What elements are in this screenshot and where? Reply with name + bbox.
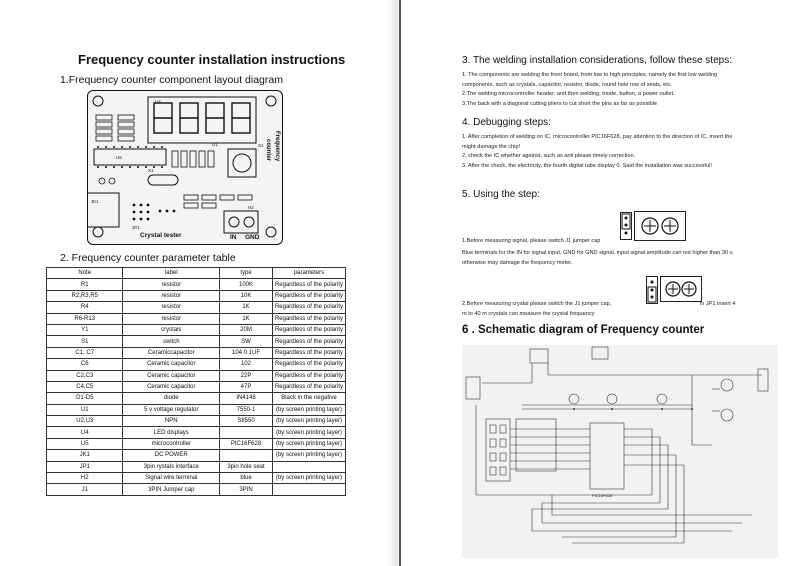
schematic-drawing (462, 345, 778, 558)
table-row (47, 279, 346, 290)
section-3-paragraph: 3.The back with a diagonal cutting pliers to cut short the pins as far as possible (462, 100, 657, 107)
table-cell: Y1 (47, 324, 123, 335)
table-header-cell: parameters (272, 268, 345, 279)
table-row (47, 290, 346, 301)
terminal-diagram-2 (660, 276, 702, 302)
table-cell: Regardless of the polarity (272, 290, 345, 301)
table-cell: S8550 (220, 416, 273, 427)
table-cell: NPN (123, 416, 220, 427)
page-divider (399, 0, 401, 566)
table-cell: (by screen printing layer) (272, 427, 345, 438)
table-cell: 22P (220, 370, 273, 381)
section-2-heading: 2. Frequency counter parameter table (60, 252, 236, 264)
table-row (47, 381, 346, 392)
left-page (0, 0, 398, 566)
table-row (47, 484, 346, 495)
table-cell (272, 461, 345, 472)
table-cell: Regardless of the polarity (272, 336, 345, 347)
table-cell: J1 (47, 484, 123, 495)
section-5-heading: 5. Using the step: (462, 189, 540, 200)
table-row (47, 461, 346, 472)
section-4-paragraph: 2. check the IC whether against, such as anti please timely correction. (462, 153, 636, 160)
table-cell: R4 (47, 302, 123, 313)
table-cell: LED displays (123, 427, 220, 438)
terminal-block-icon (661, 277, 701, 301)
table-cell: 20M (220, 324, 273, 335)
table-cell: switch (123, 336, 220, 347)
pcb-in-label: IN (230, 234, 237, 241)
table-cell: 5 v voltage regulator (123, 404, 220, 415)
terminal-block-icon (635, 212, 685, 240)
table-cell: (by screen printing layer) (272, 473, 345, 484)
table-cell: 3pin rystals interface (123, 461, 220, 472)
pcb-label-u5: U5 (116, 155, 122, 160)
section-3-paragraph: 1. The components are welding the front board, from low to high principles, namely the first low welding components, such as crystals, capacitor, resistor, diode, round hole row of seats, etc. (462, 72, 718, 88)
table-cell: U5 (47, 438, 123, 449)
pcb-label-u4: U4 (155, 99, 161, 104)
table-cell: microcontroller (123, 438, 220, 449)
table-cell: 3PIN (220, 484, 273, 495)
table-cell: IN4148 (220, 393, 273, 404)
parameter-table (46, 267, 346, 496)
pcb-label-u1: U1 (212, 142, 218, 147)
pcb-drawing (88, 91, 282, 244)
table-cell: U1 (47, 404, 123, 415)
table-cell: 10K (220, 290, 273, 301)
table-row (47, 427, 346, 438)
table-cell: Regardless of the polarity (272, 324, 345, 335)
table-cell: R2,R3,R5 (47, 290, 123, 301)
section-3-heading: 3. The welding installation considerations, follow these steps: (462, 55, 732, 66)
table-header-cell: type (220, 268, 273, 279)
table-cell: 1K (220, 313, 273, 324)
table-row (47, 450, 346, 461)
section-5-step-2-cont: in JP1 insert 4 (700, 301, 736, 307)
table-cell: Regardless of the polarity (272, 302, 345, 313)
table-cell: 100K (220, 279, 273, 290)
table-cell: C1, C7 (47, 347, 123, 358)
table-row (47, 473, 346, 484)
table-cell: H2 (47, 473, 123, 484)
jumper-cap-diagram-1 (620, 212, 632, 240)
table-row (47, 336, 346, 347)
table-cell: C2,C3 (47, 370, 123, 381)
table-row (47, 404, 346, 415)
table-row (47, 438, 346, 449)
pcb-title-counter: counter (265, 139, 271, 162)
table-row (47, 347, 346, 358)
pcb-layout-diagram (87, 90, 283, 245)
jumper-pins-icon (621, 213, 631, 239)
table-cell: 102 (220, 359, 273, 370)
table-row (47, 313, 346, 324)
section-1-heading: 1.Frequency counter component layout diagram (60, 74, 283, 86)
pcb-crystal-tester-label: Crystal tester (140, 232, 182, 239)
table-cell: resistor (123, 290, 220, 301)
table-cell: blue (220, 473, 273, 484)
pcb-title-frequency: Frequency (274, 131, 280, 162)
table-cell: R6-R13 (47, 313, 123, 324)
pcb-label-jk1: JK1 (91, 199, 99, 204)
table-header-row (47, 268, 346, 279)
parameter-table-body (47, 279, 346, 495)
table-cell: Regardless of the polarity (272, 370, 345, 381)
table-cell: Signal wire terminal (123, 473, 220, 484)
table-cell: 3PIN Jumper cap (123, 484, 220, 495)
table-cell: U2,U3 (47, 416, 123, 427)
section-5-step-2: 2.Before measuring crystal please switch the J1 jumper cap, (462, 301, 612, 307)
table-cell: Ceramic capacitor (123, 359, 220, 370)
table-row (47, 393, 346, 404)
table-cell: Regardless of the polarity (272, 279, 345, 290)
section-5-step-1: 1.Before measuring signal, please switch J1 jumper cap (462, 238, 601, 244)
section-6-heading: 6 . Schematic diagram of Frequency counter (462, 324, 705, 336)
table-cell: PIC16F628 (220, 438, 273, 449)
table-row (47, 324, 346, 335)
table-cell: Regardless of the polarity (272, 313, 345, 324)
page-fold-shadow-left (386, 0, 398, 566)
table-cell: Black in the negative (272, 393, 345, 404)
table-cell: (by screen printing layer) (272, 450, 345, 461)
table-cell: Ceramiccapacitor (123, 347, 220, 358)
table-row (47, 302, 346, 313)
section-4-body (462, 133, 744, 171)
table-cell: resistor (123, 302, 220, 313)
section-5-signal-note: Blue terminals for the IN for signal input, GND for GND signal, input signal amplitude can not higher than 30 v, otherwise may damage the frequency meter. (462, 250, 734, 266)
pcb-label-h2: H2 (248, 205, 254, 210)
table-cell (220, 450, 273, 461)
table-header-cell: Note (47, 268, 123, 279)
section-4-paragraph: 3. After the check, the electricity, the fourth digital tube display 0. Said the installation was successful! (462, 162, 712, 169)
table-cell: resistor (123, 279, 220, 290)
section-3-paragraph: 2.The welding microcontroller header, and then welding, triode, button, a power outlet. (462, 91, 675, 98)
table-cell: DC POWER (123, 450, 220, 461)
table-row (47, 370, 346, 381)
pcb-label-x1: X1 (148, 168, 154, 173)
page-title: Frequency counter installation instructions (78, 52, 346, 67)
table-cell: diode (123, 393, 220, 404)
table-cell: C4,C5 (47, 381, 123, 392)
pcb-gnd-label: GND (245, 234, 260, 241)
table-cell: resistor (123, 313, 220, 324)
schematic-ic-label: PIC16F628 (592, 493, 613, 498)
table-cell: Regardless of the polarity (272, 347, 345, 358)
section-5-crystal-note: m to 40 m crystals can measure the crystal frequency (462, 311, 595, 317)
table-row (47, 416, 346, 427)
table-cell: S1 (47, 336, 123, 347)
table-cell: 1K (220, 302, 273, 313)
table-cell: 104 0.1UF (220, 347, 273, 358)
table-cell: JK1 (47, 450, 123, 461)
table-cell: (by screen printing layer) (272, 404, 345, 415)
table-cell: crystals (123, 324, 220, 335)
table-cell: 47P (220, 381, 273, 392)
table-cell: JP1 (47, 461, 123, 472)
table-cell: U4 (47, 427, 123, 438)
table-cell: 3pin hole seat (220, 461, 273, 472)
table-cell: Regardless of the polarity (272, 359, 345, 370)
table-cell: C6 (47, 359, 123, 370)
section-4-paragraph: 1. After completion of welding on IC, microcontroller PIC16F628, pay attention to the direction of IC, insert the might damage the chip! (462, 134, 733, 150)
section-4-heading: 4. Debugging steps: (462, 117, 551, 128)
table-cell (220, 427, 273, 438)
table-cell: 7550-1 (220, 404, 273, 415)
table-row (47, 359, 346, 370)
pcb-label-s1: S1 (258, 143, 264, 148)
schematic-diagram (462, 345, 778, 558)
pcb-label-jp1: JP1 (132, 225, 140, 230)
table-cell: (by screen printing layer) (272, 438, 345, 449)
section-3-body (462, 71, 744, 109)
table-cell: SW (220, 336, 273, 347)
table-cell: R1 (47, 279, 123, 290)
table-cell: Ceramic capacitor (123, 370, 220, 381)
table-header-cell: label (123, 268, 220, 279)
table-cell (272, 484, 345, 495)
table-cell: (by screen printing layer) (272, 416, 345, 427)
table-cell: Regardless of the polarity (272, 381, 345, 392)
table-cell: D1-D5 (47, 393, 123, 404)
table-cell: Ceramic capacitor (123, 381, 220, 392)
